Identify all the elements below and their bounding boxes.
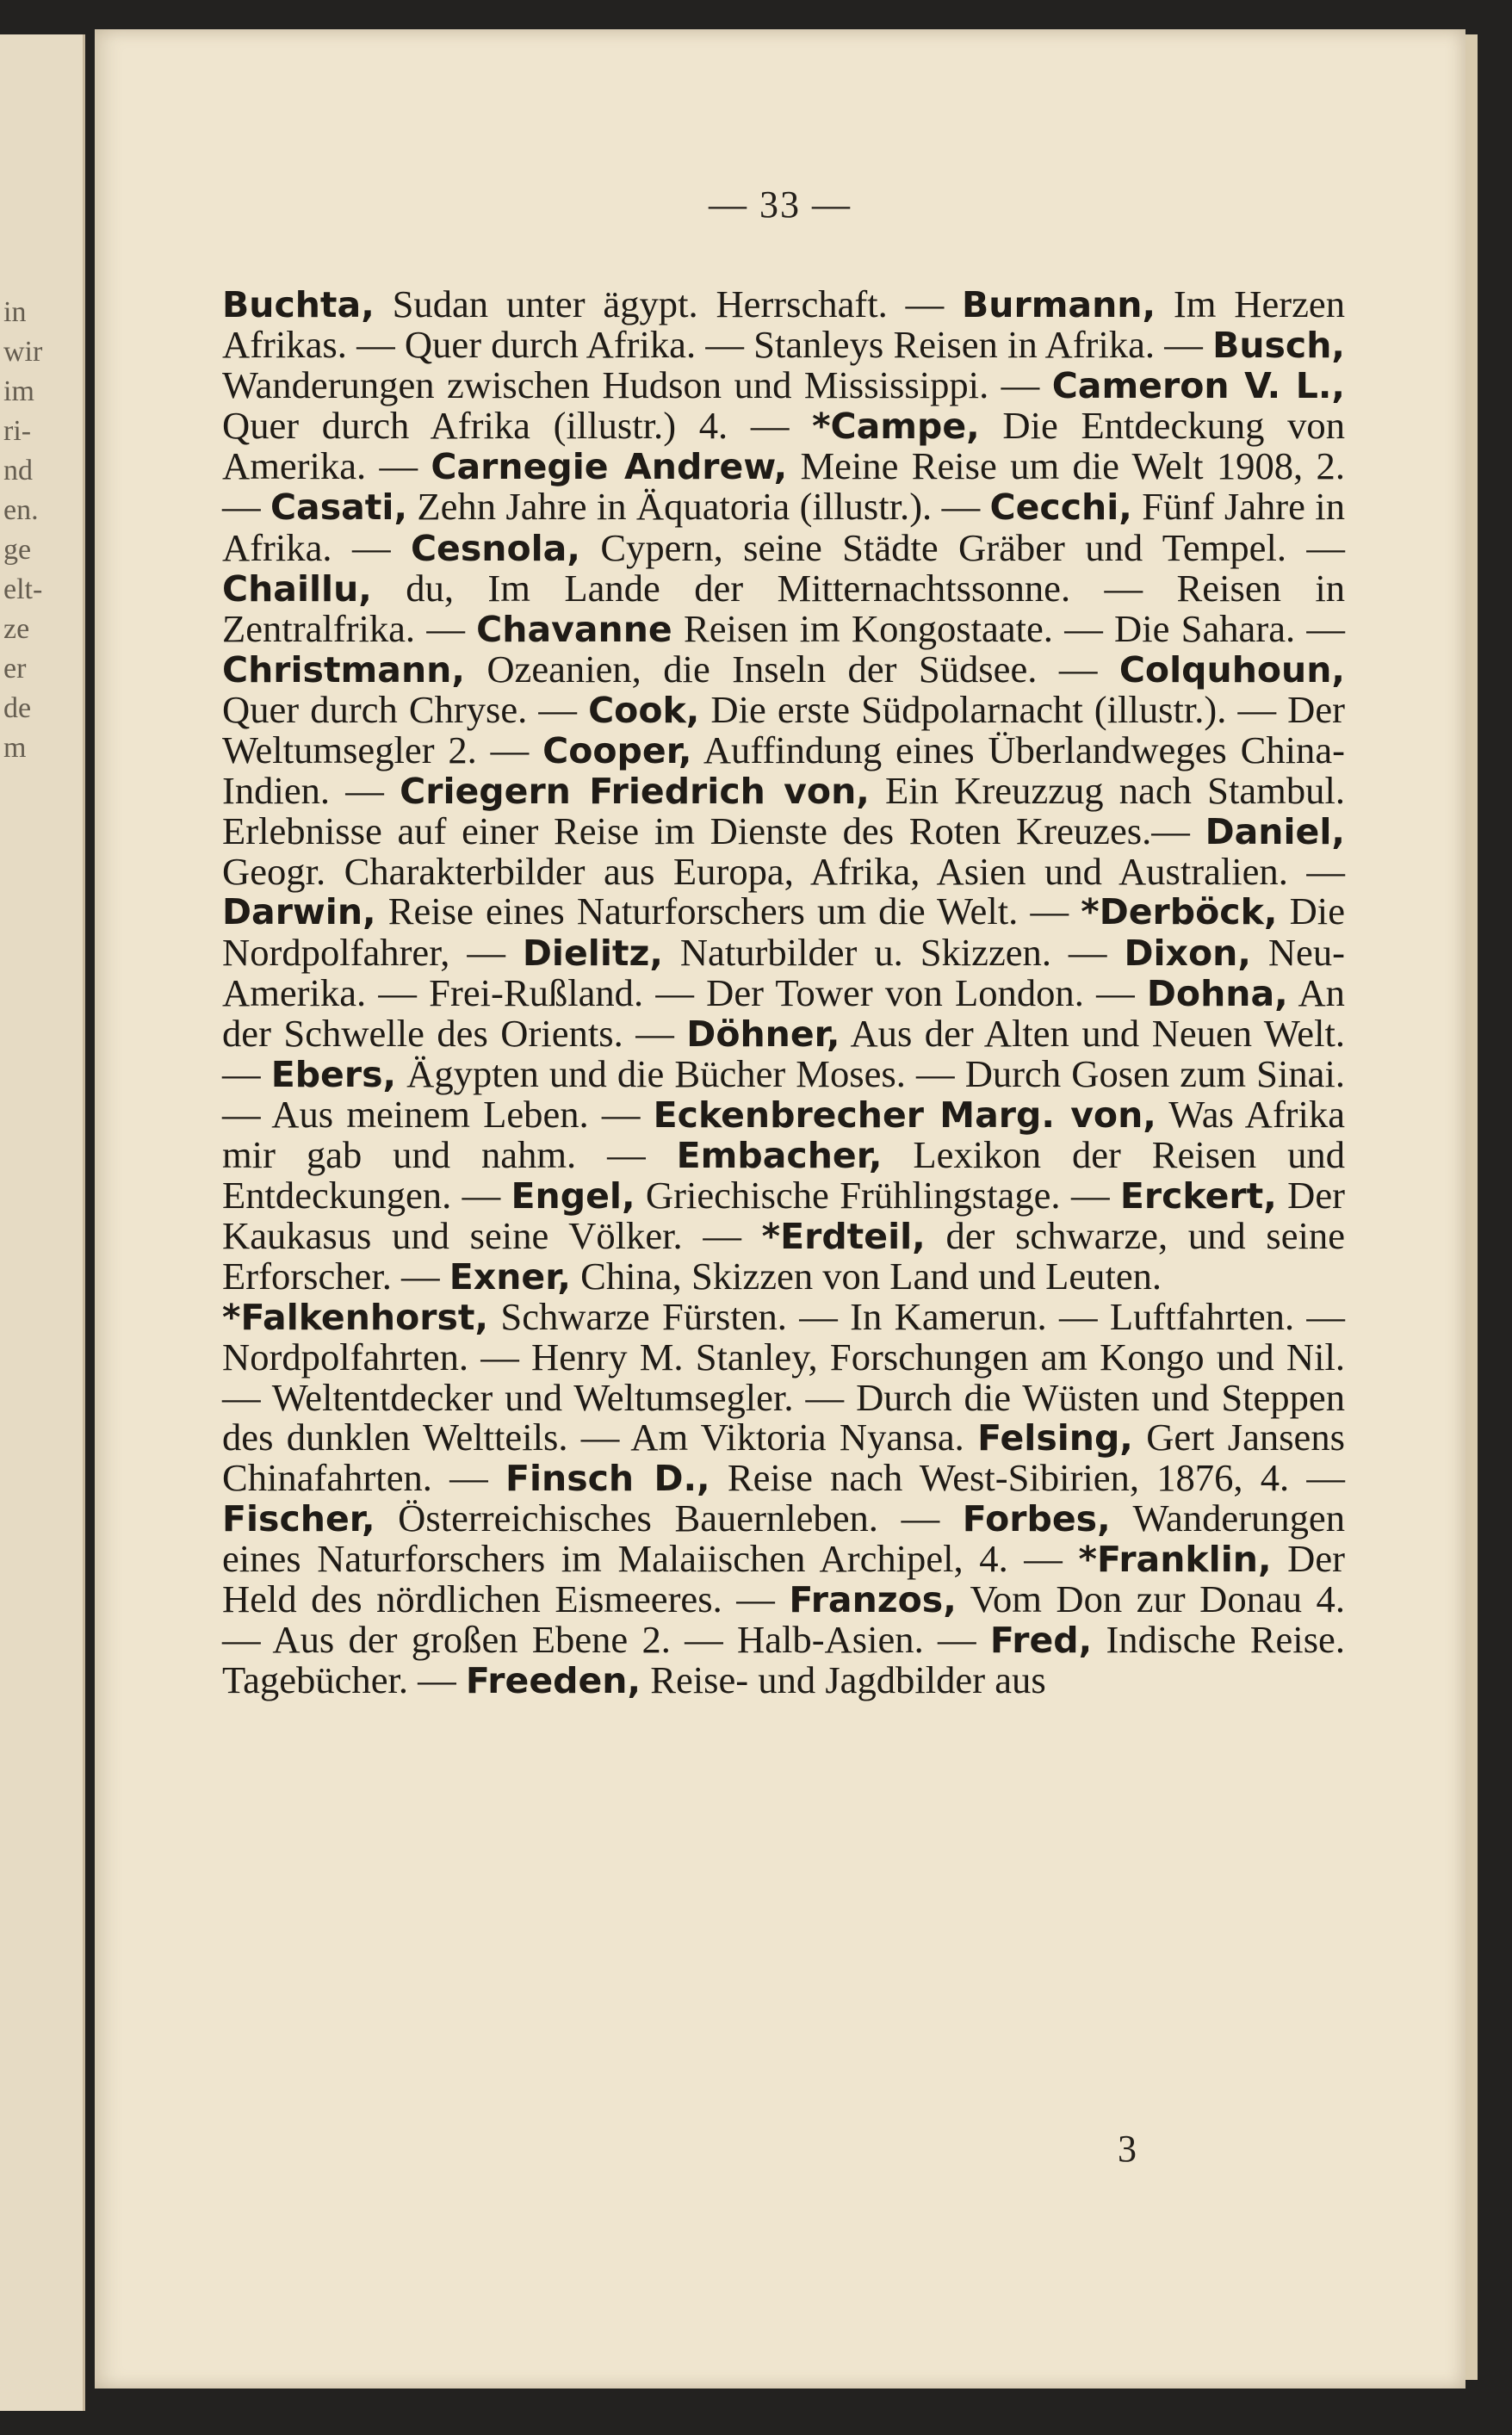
author-name: Exner, — [449, 1256, 571, 1298]
title-text: Gert Jansens Chinafahrten. — — [222, 1415, 1345, 1499]
title-text: Quer durch Chryse. — — [222, 687, 589, 731]
left-page-fragment: wir — [3, 336, 43, 368]
title-text: Die erste Südpolarnacht (illustr.). — Der Weltumsegler 2. — — [222, 687, 1345, 772]
author-name: Casati, — [270, 486, 408, 529]
title-text: Ägypten und die Bücher Moses. — Durch Gosen zum Sinai. — Aus meinem Leben. — — [222, 1051, 1345, 1136]
author-name: Dixon, — [1124, 932, 1251, 974]
author-name: Cook, — [588, 689, 700, 731]
title-text: Auffindung eines Überlandweges China-Indien. — — [222, 728, 1345, 813]
left-page-fragment: in — [3, 296, 27, 328]
author-name: Buchta, — [222, 284, 375, 325]
left-page-fragment: ri- — [3, 415, 32, 447]
author-name: Darwin, — [222, 891, 376, 933]
author-name: Franzos, — [789, 1579, 957, 1620]
author-name: Cameron V. L., — [1051, 365, 1345, 407]
author-name: Engel, — [511, 1175, 635, 1218]
author-name: Dielitz, — [522, 932, 663, 974]
title-text: Österreichisches Bauernleben. — — [375, 1496, 963, 1540]
title-text: Ein Kreuzzug nach Stambul. Erlebnisse auf einer Reise im Dienste des Roten Kreuzes.— — [222, 769, 1345, 853]
title-text: Reisen im Kongostaate. — Die Sahara. — — [672, 606, 1345, 650]
title-text: Sudan unter ägypt. Herrschaft. — — [374, 282, 963, 325]
left-page-fragment: im — [3, 375, 34, 407]
title-text: du, Im Lande der Mitternachtssonne. — Reisen in Zentralfrika. — — [222, 566, 1345, 650]
left-page-fragment: er — [3, 653, 27, 685]
author-name: Erckert, — [1119, 1175, 1277, 1218]
author-name: Embacher, — [676, 1134, 883, 1176]
title-text: Wanderungen zwischen Hudson und Mississippi. — — [222, 363, 1052, 407]
catalog-entries — [222, 284, 1345, 1701]
author-name: Fischer, — [222, 1497, 375, 1540]
author-name: Felsing, — [977, 1416, 1133, 1459]
author-name: Busch, — [1212, 325, 1345, 367]
author-name: *Erdteil, — [761, 1216, 926, 1258]
title-text: Indische Reise. Tagebücher. — — [222, 1618, 1345, 1702]
left-page-fragment: m — [3, 732, 27, 764]
author-name: Dohna, — [1146, 972, 1288, 1014]
author-name: Daniel, — [1205, 811, 1345, 853]
author-name: Carnegie Andrew, — [431, 446, 788, 488]
author-name: Döhner, — [686, 1013, 840, 1055]
title-text: Cypern, seine Städte Gräber und Tempel. — — [579, 525, 1345, 569]
title-text: An der Schwelle des Orients. — — [222, 970, 1345, 1055]
title-text: Aus der Alten und Neuen Welt. — — [222, 1011, 1345, 1095]
author-name: Cecchi, — [989, 486, 1132, 529]
title-text: Naturbilder u. Skizzen. — — [662, 930, 1125, 974]
title-text: Der Held des nördlichen Eismeeres. — — [222, 1536, 1345, 1620]
title-text: Die Nordpolfahrer, — — [222, 889, 1345, 974]
title-text: der schwarze, und seine Erforscher. — — [222, 1214, 1345, 1298]
catalog-paragraph — [222, 1297, 1345, 1701]
left-page-fragment: elt- — [3, 573, 43, 605]
title-text: Griechische Frühlingstage. — — [635, 1174, 1120, 1218]
author-name: Forbes, — [962, 1497, 1111, 1540]
printer-signature: 3 — [1118, 2128, 1137, 2170]
title-text: Ozeanien, die Inseln der Südsee. — — [464, 647, 1119, 691]
author-name: Chavanne — [476, 608, 672, 650]
page-stack-edge — [1466, 34, 1478, 2380]
author-name: Freeden, — [465, 1660, 641, 1702]
author-name: Criegern Friedrich von, — [400, 771, 870, 813]
author-name: Burmann, — [962, 284, 1156, 325]
author-name: Christmann, — [222, 648, 465, 691]
title-text: Im Herzen Afrikas. — Quer durch Afrika. — Stanleys Reisen in Afrika. — — [222, 282, 1345, 367]
left-page-text-fragments — [3, 293, 72, 768]
title-text: Lexikon der Reisen und Entdeckungen. — — [222, 1132, 1345, 1218]
author-name: *Franklin, — [1078, 1538, 1272, 1580]
title-text: Quer durch Afrika (illustr.) 4. — — [222, 404, 813, 448]
left-page-fragment: ge — [3, 534, 32, 566]
title-text: China, Skizzen von Land und Leuten. — [570, 1255, 1162, 1298]
left-page-fragment: en. — [3, 494, 39, 526]
author-name: Fred, — [989, 1620, 1093, 1662]
title-text: Zehn Jahre in Äquatoria (illustr.). — — [407, 485, 990, 529]
author-name: Cesnola, — [410, 527, 580, 569]
title-text: Reise eines Naturforschers um die Welt. — — [375, 889, 1081, 933]
title-text: Neu-Amerika. — Frei-Rußland. — Der Tower von London. — — [222, 930, 1345, 1014]
author-name: Finsch D., — [505, 1457, 710, 1499]
catalog-paragraph — [222, 284, 1345, 1297]
title-text: Vom Don zur Donau 4. — Aus der großen Ebene 2. — Halb-Asien. — — [222, 1577, 1345, 1662]
title-text: Was Afrika mir gab und nahm. — — [222, 1092, 1345, 1176]
left-page-fragment: ze — [3, 613, 30, 645]
title-text: Geogr. Charakterbilder aus Europa, Afrika, Asien und Australien. — — [222, 850, 1345, 894]
title-text: Schwarze Fürsten. — In Kamerun. — Luftfahrten. — Nordpolfahrten. — Henry M. Stanley, Forschungen am Kongo und Nil. — Weltentdecker und Weltumsegler. — Durch die Wüsten und Steppen des dunklen Weltteils. — Am Viktoria Nyansa. — [222, 1295, 1345, 1459]
left-page-fragment: nd — [3, 455, 33, 486]
page-number: — 33 — — [709, 183, 852, 226]
author-name: *Derböck, — [1081, 891, 1278, 933]
author-name: Eckenbrecher Marg. von, — [653, 1094, 1156, 1136]
title-text: Wanderungen eines Naturforschers im Malaiischen Archipel, 4. — — [222, 1496, 1345, 1580]
left-page-fragment: de — [3, 692, 32, 724]
title-text: Reise nach West-Sibirien, 1876, 4. — — [710, 1455, 1345, 1499]
author-name: Chaillu, — [222, 567, 372, 610]
author-name: *Falkenhorst, — [222, 1297, 489, 1339]
title-text: Der Kaukasus und seine Völker. — — [222, 1174, 1345, 1258]
author-name: *Campe, — [812, 406, 980, 448]
author-name: Cooper, — [542, 730, 692, 772]
left-page-edge — [0, 34, 85, 2411]
title-text: Fünf Jahre in Afrika. — — [222, 485, 1345, 569]
title-text: Meine Reise um die Welt 1908, 2. — — [222, 444, 1345, 529]
author-name: Ebers, — [270, 1053, 397, 1095]
title-text: Reise- und Jagdbilder aus — [641, 1658, 1046, 1702]
title-text: Die Entdeckung von Amerika. — — [222, 404, 1345, 488]
book-page — [95, 29, 1466, 2389]
author-name: Colquhoun, — [1119, 648, 1345, 691]
